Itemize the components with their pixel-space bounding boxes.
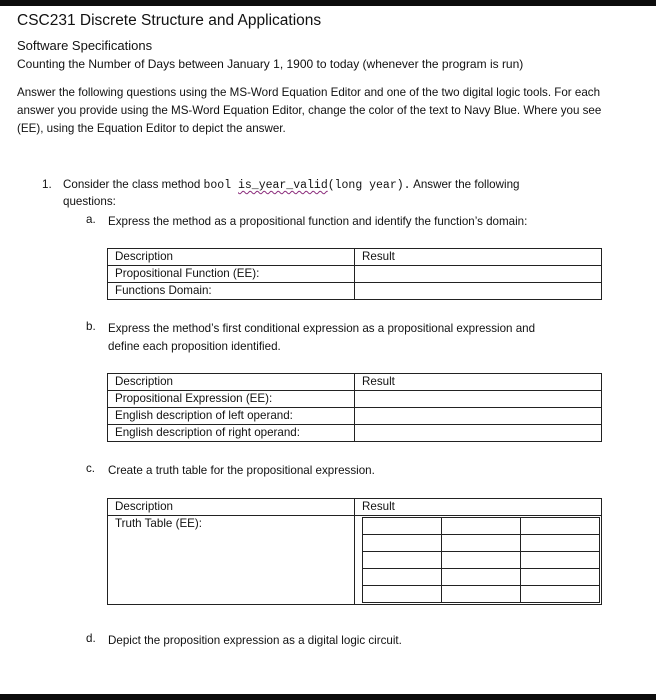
table-row-label: Truth Table (EE):: [108, 516, 355, 605]
part-d-letter: d.: [86, 632, 96, 645]
instructions-paragraph: Answer the following questions using the MS-Word Equation Editor and one of the two digital logic tools. For each answer you provide using the MS-Word Equation Editor, change the color of the text to Navy Blue. Where you see (EE), using the Equation Editor to depict the answer.: [17, 86, 602, 135]
top-border: [0, 0, 656, 6]
table-header-description: Description: [108, 374, 355, 391]
table-row-result-cell[interactable]: [355, 391, 602, 408]
question-text: [63, 178, 519, 192]
part-a-letter: a.: [86, 213, 96, 226]
bottom-border: [0, 694, 656, 700]
part-d-text: Depict the proposition expression as a digital logic circuit.: [108, 634, 402, 647]
truth-table-cell[interactable]: [442, 518, 521, 535]
truth-table-cell[interactable]: [363, 569, 442, 586]
document-title: CSC231 Discrete Structure and Applications: [17, 12, 322, 29]
truth-table-cell[interactable]: [363, 552, 442, 569]
document-topic: Counting the Number of Days between January 1, 1900 to today (whenever the program is run): [17, 57, 524, 71]
truth-table-cell[interactable]: [363, 535, 442, 552]
table-header-result: Result: [355, 499, 602, 516]
table-row-label: English description of left operand:: [108, 408, 355, 425]
table-row-result-cell[interactable]: [355, 408, 602, 425]
table-row-label: Functions Domain:: [108, 283, 355, 300]
table-row-result-cell[interactable]: [355, 425, 602, 442]
part-c-letter: c.: [86, 462, 96, 475]
question-text-continued: questions:: [63, 195, 116, 208]
part-c-text: Create a truth table for the propositional expression.: [108, 464, 375, 477]
truth-table-grid: [362, 517, 600, 603]
table-header-result: Result: [355, 374, 602, 391]
question-tail: Answer the following: [410, 178, 520, 191]
truth-table-cell[interactable]: [442, 569, 521, 586]
truth-table-cell[interactable]: [363, 518, 442, 535]
truth-table-cell[interactable]: [521, 552, 600, 569]
part-a-table: [107, 248, 602, 300]
table-row-label: Propositional Function (EE):: [108, 266, 355, 283]
truth-table-cell[interactable]: [521, 535, 600, 552]
part-a-text: Express the method as a propositional function and identify the function’s domain:: [108, 215, 528, 228]
question-lead: Consider the class method: [63, 178, 204, 191]
code-method-name: is_year_valid: [238, 179, 328, 192]
table-header-result: Result: [355, 249, 602, 266]
part-b-table: [107, 373, 602, 442]
truth-table-cell[interactable]: [442, 552, 521, 569]
table-header-description: Description: [108, 249, 355, 266]
truth-table-cell[interactable]: [442, 535, 521, 552]
question-number: 1.: [42, 178, 52, 191]
truth-table-cell[interactable]: [521, 518, 600, 535]
document-subtitle: Software Specifications: [17, 38, 153, 53]
truth-table-cell[interactable]: [521, 569, 600, 586]
table-row-label: Propositional Expression (EE):: [108, 391, 355, 408]
table-header-description: Description: [108, 499, 355, 516]
part-b-letter: b.: [86, 320, 96, 333]
truth-table-cell[interactable]: [442, 586, 521, 603]
code-type: bool: [203, 179, 238, 192]
truth-table-cell[interactable]: [521, 586, 600, 603]
table-row-result-cell[interactable]: [355, 283, 602, 300]
code-method-args: (long year).: [327, 179, 411, 192]
part-b-text-line2: define each proposition identified.: [108, 340, 281, 353]
part-b-text-line1: Express the method’s first conditional expression as a propositional expression and: [108, 322, 536, 335]
table-row-result-cell[interactable]: [355, 266, 602, 283]
truth-table-cell[interactable]: [363, 586, 442, 603]
table-row-label: English description of right operand:: [108, 425, 355, 442]
